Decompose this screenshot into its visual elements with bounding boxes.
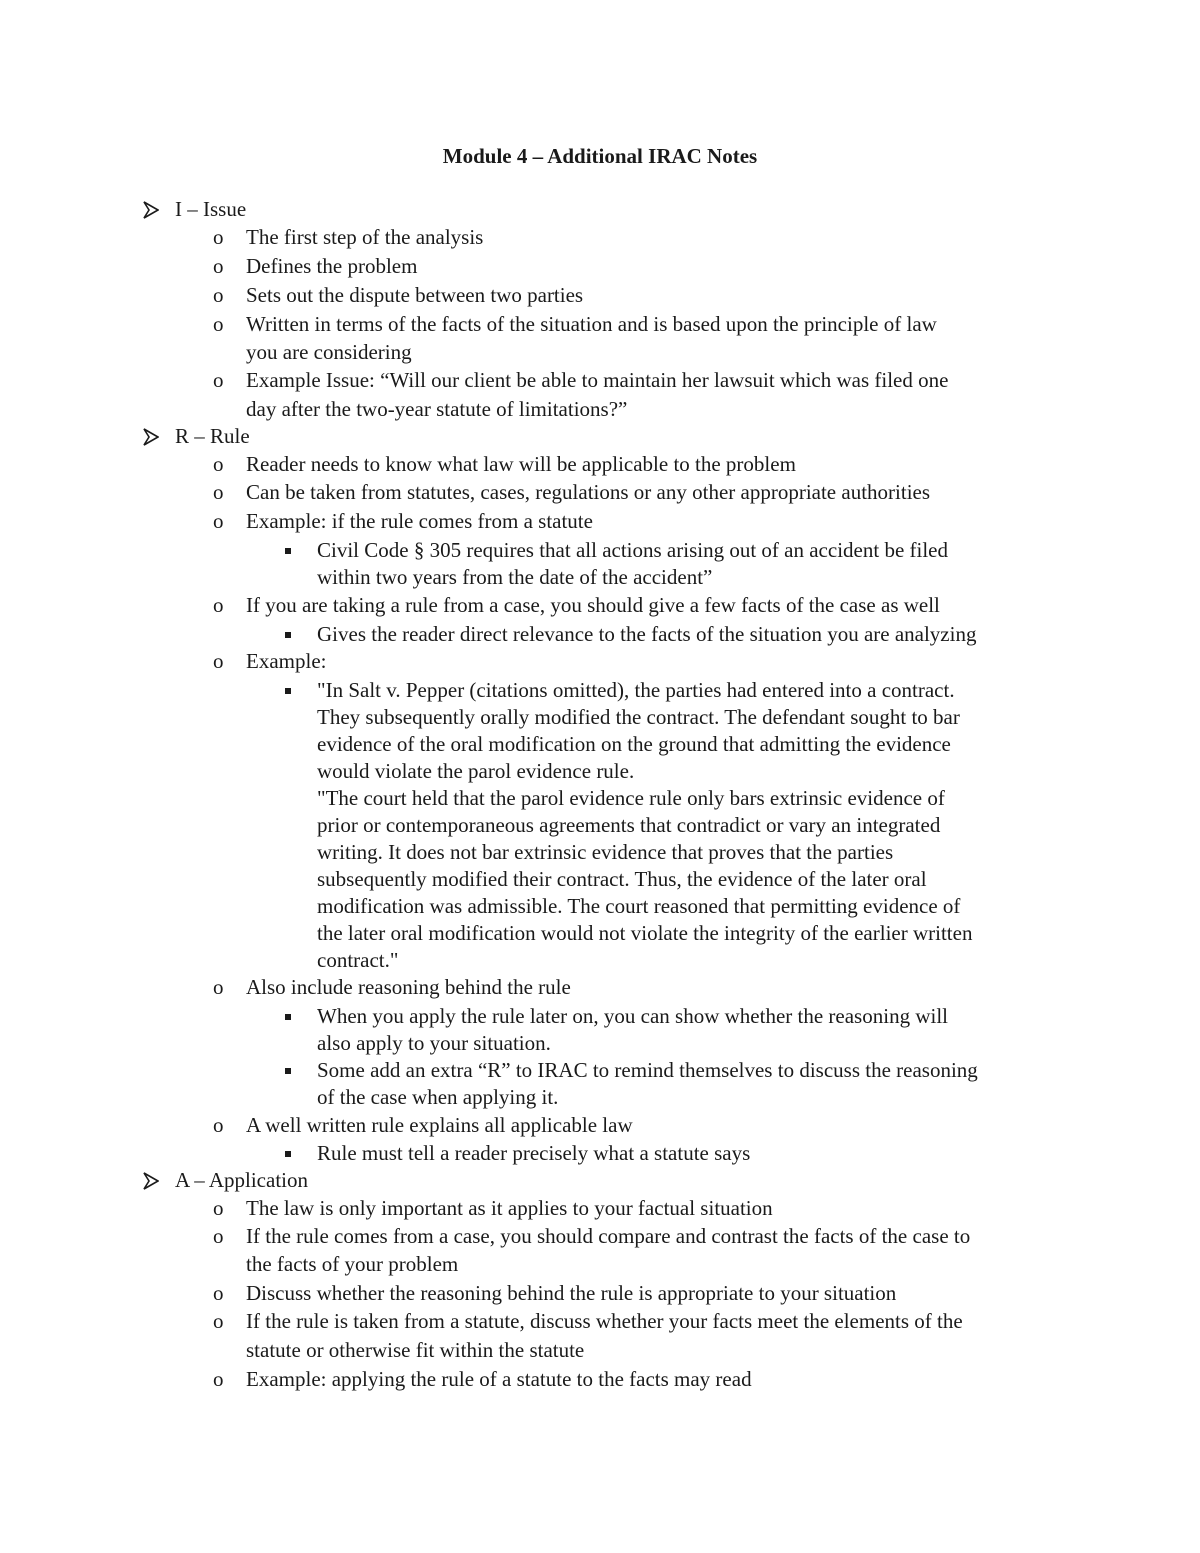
square-bullet-icon (285, 1014, 291, 1020)
sub-item-line: Rule must tell a reader precisely what a statute says (317, 1141, 751, 1165)
list-item-line: Also include reasoning behind the rule (246, 975, 571, 999)
circle-bullet-icon: o (213, 225, 224, 249)
sub-item-line: also apply to your situation. (317, 1031, 551, 1055)
circle-bullet-icon: o (213, 975, 224, 999)
arrow-bullet-icon (143, 201, 159, 219)
list-item-line: A well written rule explains all applicable law (246, 1113, 633, 1137)
list-item-line: day after the two-year statute of limitations?” (246, 397, 628, 421)
circle-bullet-icon: o (213, 480, 224, 504)
list-item-line: Example Issue: “Will our client be able to maintain her lawsuit which was filed one (246, 368, 949, 392)
circle-bullet-icon: o (213, 452, 224, 476)
list-item-line: If the rule is taken from a statute, discuss whether your facts meet the elements of the (246, 1309, 963, 1333)
circle-bullet-icon: o (213, 1281, 224, 1305)
sub-item-line: Some add an extra “R” to IRAC to remind themselves to discuss the reasoning (317, 1058, 978, 1082)
sub-item-line: "The court held that the parol evidence rule only bars extrinsic evidence of (317, 786, 945, 810)
list-item-line: Written in terms of the facts of the situation and is based upon the principle of law (246, 312, 937, 336)
circle-bullet-icon: o (213, 509, 224, 533)
sub-item-line: contract." (317, 948, 399, 972)
circle-bullet-icon: o (213, 283, 224, 307)
circle-bullet-icon: o (213, 1224, 224, 1248)
arrow-bullet-icon (143, 1172, 159, 1190)
list-item-line: Defines the problem (246, 254, 418, 278)
list-item-line: Can be taken from statutes, cases, regulations or any other appropriate authorities (246, 480, 931, 504)
square-bullet-icon (285, 688, 291, 694)
square-bullet-icon (285, 1151, 291, 1157)
list-item-line: Example: applying the rule of a statute to the facts may read (246, 1367, 752, 1391)
sub-item-line: of the case when applying it. (317, 1085, 559, 1109)
circle-bullet-icon: o (213, 1113, 224, 1137)
circle-bullet-icon: o (213, 368, 224, 392)
list-item-line: Discuss whether the reasoning behind the rule is appropriate to your situation (246, 1281, 897, 1305)
sub-item-line: evidence of the oral modification on the ground that admitting the evidence (317, 732, 951, 756)
circle-bullet-icon: o (213, 254, 224, 278)
list-item-line: Reader needs to know what law will be applicable to the problem (246, 452, 796, 476)
list-item-line: If you are taking a rule from a case, you should give a few facts of the case as well (246, 593, 940, 617)
sub-item-line: "In Salt v. Pepper (citations omitted), the parties had entered into a contract. (317, 678, 955, 702)
square-bullet-icon (285, 632, 291, 638)
circle-bullet-icon: o (213, 649, 224, 673)
sub-item-line: They subsequently orally modified the contract. The defendant sought to bar (317, 705, 960, 729)
list-item-line: you are considering (246, 340, 412, 364)
section-heading: I – Issue (175, 197, 247, 221)
sub-item-line: subsequently modified their contract. Thus, the evidence of the later oral (317, 867, 927, 891)
section-heading: R – Rule (175, 424, 250, 448)
sub-item-line: writing. It does not bar extrinsic evidence that proves that the parties (317, 840, 894, 864)
circle-bullet-icon: o (213, 1309, 224, 1333)
sub-item-line: would violate the parol evidence rule. (317, 759, 635, 783)
sub-item-line: When you apply the rule later on, you can show whether the reasoning will (317, 1004, 948, 1028)
circle-bullet-icon: o (213, 1196, 224, 1220)
sub-item-line: Civil Code § 305 requires that all actions arising out of an accident be filed (317, 538, 948, 562)
list-item-line: Example: (246, 649, 327, 673)
list-item-line: The law is only important as it applies to your factual situation (246, 1196, 773, 1220)
square-bullet-icon (285, 1068, 291, 1074)
sub-item-line: prior or contemporaneous agreements that contradict or vary an integrated (317, 813, 941, 837)
page-title: Module 4 – Additional IRAC Notes (442, 144, 758, 168)
list-item-line: The first step of the analysis (246, 225, 484, 249)
sub-item-line: modification was admissible. The court reasoned that permitting evidence of (317, 894, 961, 918)
circle-bullet-icon: o (213, 312, 224, 336)
square-bullet-icon (285, 548, 291, 554)
section-heading: A – Application (175, 1168, 308, 1192)
circle-bullet-icon: o (213, 1367, 224, 1391)
list-item-line: If the rule comes from a case, you should compare and contrast the facts of the case to (246, 1224, 971, 1248)
list-item-line: Sets out the dispute between two parties (246, 283, 584, 307)
sub-item-line: within two years from the date of the accident” (317, 565, 713, 589)
sub-item-line: Gives the reader direct relevance to the facts of the situation you are analyzing (317, 622, 977, 646)
list-item-line: the facts of your problem (246, 1252, 459, 1276)
list-item-line: Example: if the rule comes from a statute (246, 509, 593, 533)
sub-item-line: the later oral modification would not violate the integrity of the earlier written (317, 921, 973, 945)
circle-bullet-icon: o (213, 593, 224, 617)
list-item-line: statute or otherwise fit within the statute (246, 1338, 585, 1362)
arrow-bullet-icon (143, 428, 159, 446)
